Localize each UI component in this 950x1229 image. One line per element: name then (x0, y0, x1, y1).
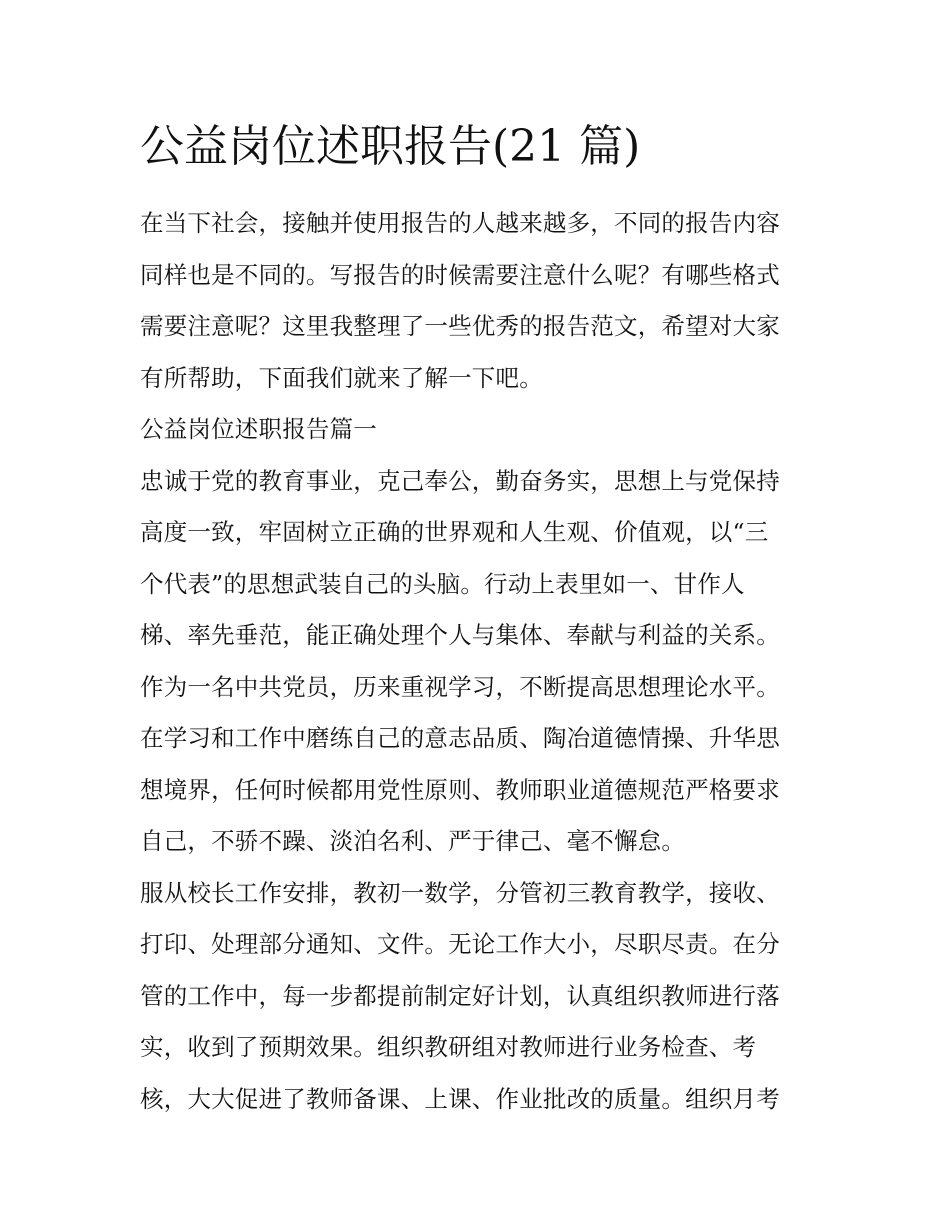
body-line: 梯、率先垂范，能正确处理个人与集体、奉献与利益的关系。 (140, 621, 780, 649)
body-line: 在学习和工作中磨练自己的意志品质、陶冶道德情操、升华思 (140, 724, 780, 752)
document-title: 公益岗位述职报告(21 篇) (140, 121, 641, 172)
body-line: 自己，不骄不躁、淡泊名利、严于律己、毫不懈怠。 (140, 827, 686, 855)
body-line: 有所帮助，下面我们就来了解一下吧。 (140, 363, 543, 392)
section-heading: 公益岗位述职报告篇一 (140, 415, 377, 443)
document-body (140, 198, 820, 1125)
body-line: 打印、处理部分通知、文件。无论工作大小，尽职尽责。在分 (140, 930, 780, 958)
body-line: 想境界，任何时候都用党性原则、教师职业道德规范严格要求 (140, 775, 780, 804)
body-line: 作为一名中共党员，历来重视学习，不断提高思想理论水平。 (140, 672, 780, 701)
body-line: 个代表”的思想武装自己的头脑。行动上表里如一、甘作人 (140, 569, 745, 598)
body-line: 在当下社会，接触并使用报告的人越来越多，不同的报告内容 (140, 209, 780, 237)
body-line: 高度一致，牢固树立正确的世界观和人生观、价值观，以“三 (140, 518, 769, 546)
body-line: 忠诚于党的教育事业，克己奉公，勤奋务实，思想上与党保持 (140, 466, 780, 495)
body-line: 管的工作中，每一步都提前制定好计划，认真组织教师进行落 (140, 981, 780, 1010)
body-line: 需要注意呢？这里我整理了一些优秀的报告范文，希望对大家 (140, 312, 780, 340)
body-line: 实，收到了预期效果。组织教研组对教师进行业务检查、考 (140, 1033, 757, 1061)
body-line: 核，大大促进了教师备课、上课、作业批改的质量。组织月考 (140, 1084, 780, 1113)
body-line: 服从校长工作安排，教初一数学，分管初三教育教学，接收、 (140, 878, 780, 907)
body-line: 同样也是不同的。写报告的时候需要注意什么呢？有哪些格式 (140, 260, 780, 289)
